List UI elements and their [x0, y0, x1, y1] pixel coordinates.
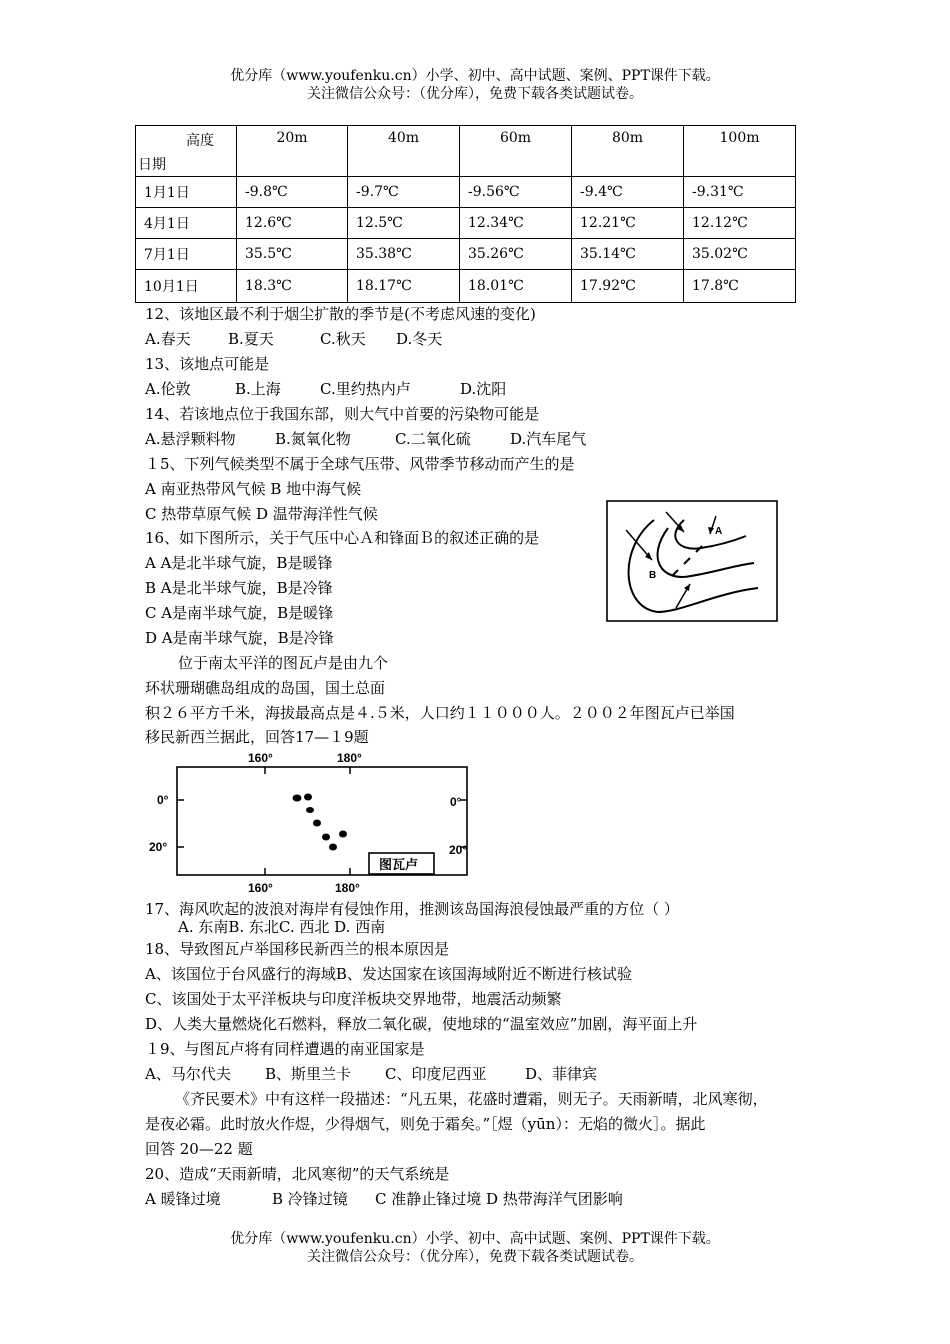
- latitude-label-left: 0°: [157, 793, 169, 807]
- longitude-label-top: 180°: [337, 751, 362, 765]
- island-dot: [306, 807, 314, 813]
- question-18-options-ab: A、该国位于台风盛行的海域B、发达国家在该国海域附近不断进行核试验: [145, 965, 632, 983]
- footer-line-2: 关注微信公众号：（优分库），免费下载各类试题试卷。: [307, 1249, 643, 1265]
- center-label-a: A: [715, 526, 723, 537]
- island-dot: [293, 795, 302, 802]
- figure-border: [607, 501, 777, 621]
- value-cell: 18.01℃: [460, 270, 572, 303]
- question-16-option-c: C A是南半球气旋，B是暖锋: [145, 604, 334, 622]
- value-cell: 12.12℃: [684, 208, 796, 239]
- header-line-1: 优分库（www.youfenku.cn）小学、初中、高中试题、案例、PPT课件下载。: [230, 68, 720, 84]
- question-12-option-c: C.秋天: [320, 330, 366, 348]
- value-cell: 12.21℃: [572, 208, 684, 239]
- value-cell: 35.02℃: [684, 239, 796, 270]
- corner-height-label: 高度: [186, 133, 214, 149]
- question-18: 18、导致图瓦卢举国移民新西兰的根本原因是: [145, 940, 450, 958]
- column-header: 60m: [460, 126, 572, 177]
- qimin-passage-line-1: 《齐民要术》中有这样一段描述：“凡五果，花盛时遭霜，则无子。天雨新晴，北风寒彻，: [175, 1090, 768, 1108]
- front-label-b: B: [649, 570, 657, 581]
- date-cell: 4月1日: [136, 208, 237, 239]
- question-19-option-b: B、斯里兰卡: [265, 1065, 352, 1083]
- tuvalu-map-figure: [145, 748, 480, 898]
- table-row: [136, 270, 796, 303]
- island-dot: [313, 820, 321, 827]
- longitude-label-top: 160°: [248, 751, 273, 765]
- question-15: １5、下列气候类型不属于全球气压带、风带季节移动而产生的是: [145, 455, 575, 473]
- tuvalu-passage-line-2: 环状珊瑚礁岛组成的岛国，国土总面: [145, 679, 386, 697]
- value-cell: 35.26℃: [460, 239, 572, 270]
- value-cell: 17.92℃: [572, 270, 684, 303]
- tuvalu-passage-line-1: 位于南太平洋的图瓦卢是由九个: [178, 654, 389, 672]
- question-13-option-b: B.上海: [235, 380, 281, 398]
- temperature-table: [135, 125, 796, 303]
- value-cell: -9.4℃: [572, 177, 684, 208]
- question-12-option-d: D.冬天: [396, 330, 443, 348]
- map-caption: 图瓦卢: [379, 858, 419, 873]
- table-row: [136, 239, 796, 270]
- latitude-label-left: 20°: [149, 840, 168, 854]
- table-row: [136, 177, 796, 208]
- value-cell: 18.17℃: [348, 270, 460, 303]
- value-cell: 12.5℃: [348, 208, 460, 239]
- table-corner-cell: [136, 126, 237, 177]
- question-13: 13、该地点可能是: [145, 355, 270, 373]
- date-cell: 7月1日: [136, 239, 237, 270]
- corner-date-label: 日期: [138, 157, 166, 173]
- question-19-option-c: C、印度尼西亚: [385, 1065, 487, 1083]
- question-13-option-a: A.伦敦: [145, 380, 191, 398]
- date-cell: 1月1日: [136, 177, 237, 208]
- table-row: [136, 208, 796, 239]
- island-dot: [329, 844, 337, 851]
- column-header: 20m: [237, 126, 348, 177]
- question-14-option-d: D.汽车尾气: [510, 430, 587, 448]
- latitude-label-right: 0°: [450, 795, 462, 809]
- value-cell: -9.8℃: [237, 177, 348, 208]
- question-12: 12、该地区最不利于烟尘扩散的季节是(不考虑风速的变化): [145, 305, 536, 323]
- latitude-label-right: 20°: [449, 843, 468, 857]
- question-15-options-cd: C 热带草原气候 D 温带海洋性气候: [145, 505, 378, 523]
- table-header-row: [136, 126, 796, 177]
- island-dot: [339, 831, 347, 838]
- value-cell: -9.56℃: [460, 177, 572, 208]
- question-17-options: A. 东南B. 东北C. 西北 D. 西南: [178, 918, 386, 936]
- question-19-option-d: D、菲律宾: [525, 1065, 598, 1083]
- longitude-label-bottom: 180°: [335, 881, 360, 895]
- question-16-option-d: D A是南半球气旋，B是冷锋: [145, 629, 334, 647]
- column-header: 100m: [684, 126, 796, 177]
- value-cell: 12.6℃: [237, 208, 348, 239]
- question-14-option-a: A.悬浮颗料物: [145, 430, 236, 448]
- value-cell: 18.3℃: [237, 270, 348, 303]
- column-header: 80m: [572, 126, 684, 177]
- question-15-options-ab: A 南亚热带风气候 B 地中海气候: [145, 480, 362, 498]
- date-cell: 10月1日: [136, 270, 237, 303]
- value-cell: -9.31℃: [684, 177, 796, 208]
- qimin-passage-line-3: 回答 20—22 题: [145, 1140, 253, 1158]
- question-14-option-b: B.氮氧化物: [275, 430, 351, 448]
- question-14: 14、若该地点位于我国东部，则大气中首要的污染物可能是: [145, 405, 540, 423]
- question-20-option-cd: C 准静止锋过境 D 热带海洋气团影响: [375, 1190, 623, 1208]
- value-cell: 17.8℃: [684, 270, 796, 303]
- question-20-option-b: B 冷锋过镜: [272, 1190, 348, 1208]
- question-13-option-c: C.里约热内卢: [320, 380, 411, 398]
- weather-system-figure: [606, 500, 778, 622]
- tuvalu-passage-line-4: 移民新西兰据此，回答17—１9题: [145, 728, 369, 746]
- question-19: １9、与图瓦卢将有同样遭遇的南亚国家是: [145, 1040, 425, 1058]
- tuvalu-passage-line-3: 积２６平方千米，海拔最高点是４.５米，人口约１１０００人。２００２年图瓦卢已举国: [145, 704, 735, 722]
- question-17: 17、海风吹起的波浪对海岸有侵蚀作用，推测该岛国海浪侵蚀最严重的方位（ ）: [145, 900, 679, 918]
- question-16-option-a: A A是北半球气旋，B是暖锋: [145, 554, 333, 572]
- value-cell: 35.38℃: [348, 239, 460, 270]
- value-cell: -9.7℃: [348, 177, 460, 208]
- question-20-option-a: A 暖锋过境: [145, 1190, 221, 1208]
- question-12-option-a: A.春天: [145, 330, 191, 348]
- qimin-passage-line-2: 是夜必霜。此时放火作煜，少得烟气，则免于霜矣。”［煜（yūn）：无焰的微火］。据此: [145, 1115, 706, 1133]
- question-14-option-c: C.二氧化硫: [395, 430, 471, 448]
- island-dot: [304, 794, 312, 801]
- value-cell: 12.34℃: [460, 208, 572, 239]
- question-18-option-c: C、该国处于太平洋板块与印度洋板块交界地带，地震活动频繁: [145, 990, 562, 1008]
- header-line-2: 关注微信公众号：（优分库），免费下载各类试题试卷。: [307, 86, 643, 102]
- longitude-label-bottom: 160°: [248, 881, 273, 895]
- value-cell: 35.14℃: [572, 239, 684, 270]
- question-18-option-d: D、人类大量燃烧化石燃料，释放二氧化碳，使地球的“温室效应”加剧，海平面上升: [145, 1015, 698, 1033]
- question-20: 20、造成“天雨新晴，北风寒彻”的天气系统是: [145, 1165, 450, 1183]
- value-cell: 35.5℃: [237, 239, 348, 270]
- question-12-option-b: B.夏天: [228, 330, 274, 348]
- column-header: 40m: [348, 126, 460, 177]
- question-19-option-a: A、马尔代夫: [145, 1065, 231, 1083]
- island-dot: [322, 834, 330, 841]
- question-16: 16、如下图所示，关于气压中心Ａ和锋面Ｂ的叙述正确的是: [145, 529, 540, 547]
- question-13-option-d: D.沈阳: [460, 380, 507, 398]
- question-16-option-b: B A是北半球气旋，B是冷锋: [145, 579, 333, 597]
- footer-line-1: 优分库（www.youfenku.cn）小学、初中、高中试题、案例、PPT课件下载。: [230, 1231, 720, 1247]
